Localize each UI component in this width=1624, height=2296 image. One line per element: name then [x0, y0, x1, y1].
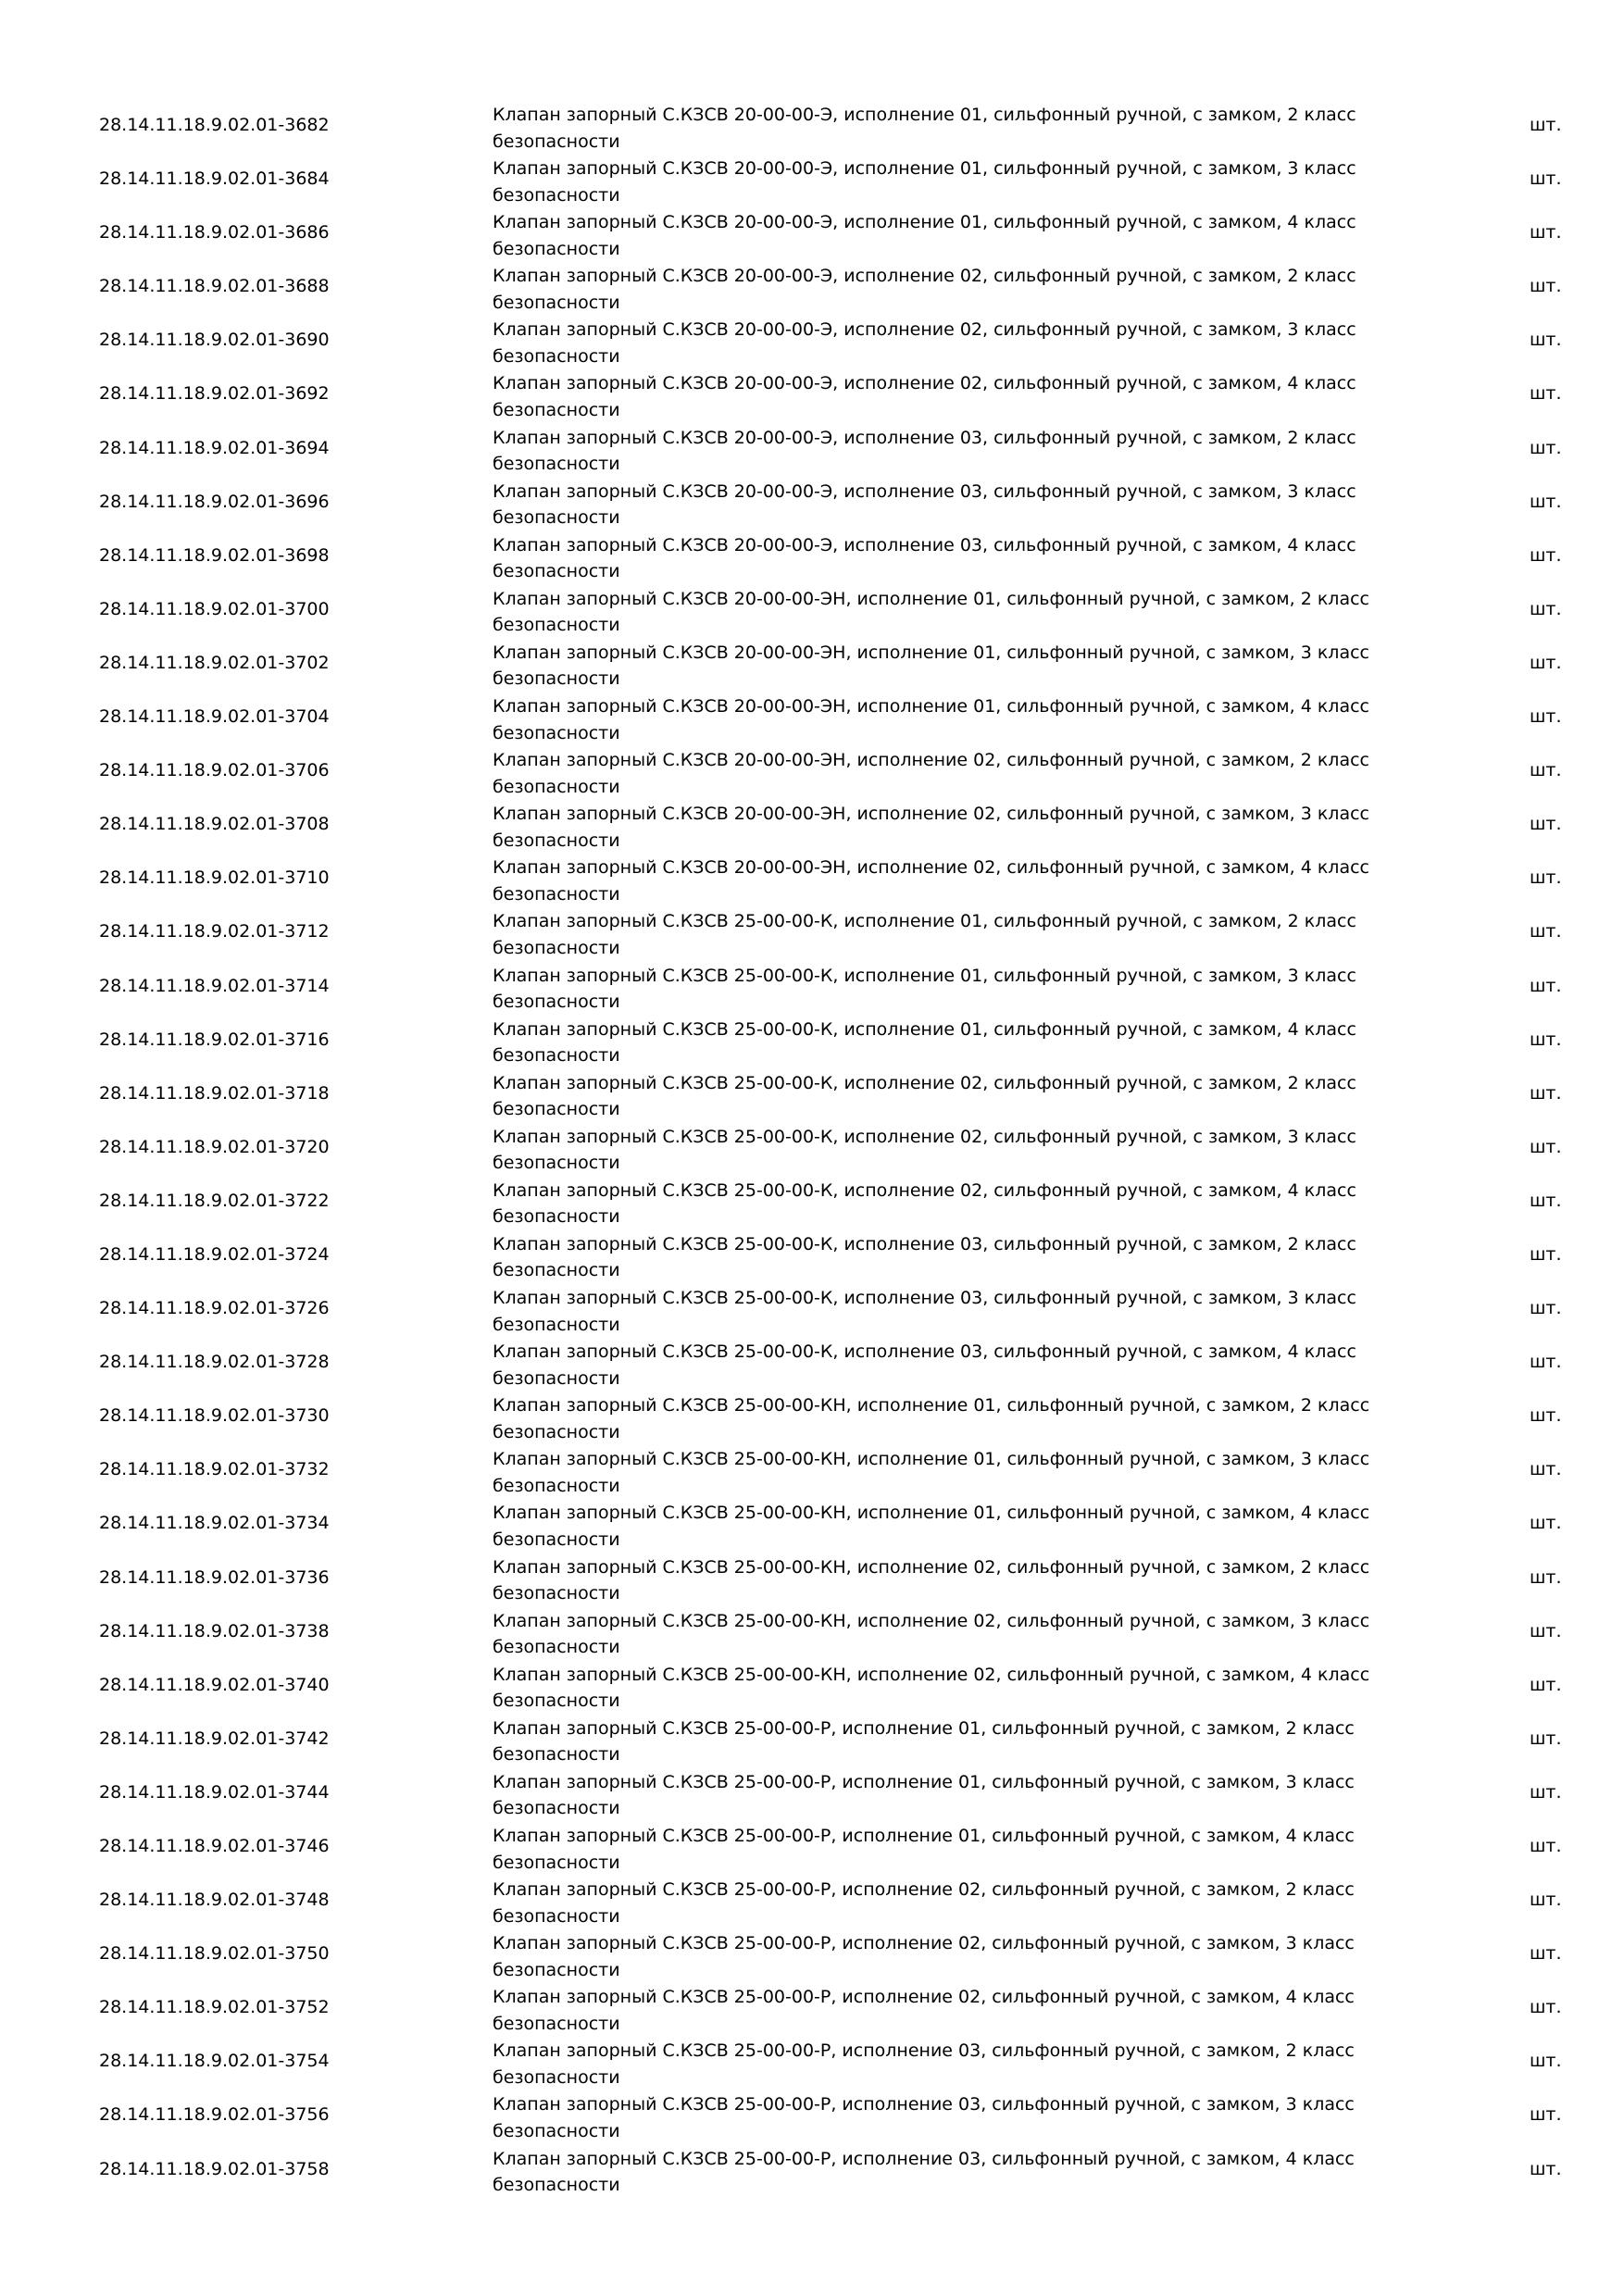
items-table [0, 98, 1624, 2196]
item-code: 28.14.11.18.9.02.01-3704 [99, 706, 330, 728]
item-description: Клапан запорный С.КЗСВ 25-00-00-КН, исполнение 02, сильфонный ручной, с замком, 3 класс безопасности [493, 1610, 1370, 1658]
table-row [0, 851, 1624, 905]
item-description: Клапан запорный С.КЗСВ 20-00-00-ЭН, исполнение 02, сильфонный ручной, с замком, 2 класс безопасности [493, 750, 1369, 797]
item-unit: шт. [1530, 544, 1562, 566]
item-code: 28.14.11.18.9.02.01-3726 [99, 1298, 330, 1319]
item-code: 28.14.11.18.9.02.01-3690 [99, 330, 330, 351]
table-row [0, 1442, 1624, 1496]
item-code: 28.14.11.18.9.02.01-3698 [99, 544, 330, 566]
item-unit: шт. [1530, 383, 1562, 405]
item-code: 28.14.11.18.9.02.01-3716 [99, 1029, 330, 1050]
item-unit: шт. [1530, 1029, 1562, 1050]
item-unit: шт. [1530, 706, 1562, 728]
table-row [0, 1335, 1624, 1389]
item-unit: шт. [1530, 867, 1562, 889]
table-row [0, 1819, 1624, 1873]
item-code: 28.14.11.18.9.02.01-3710 [99, 867, 330, 889]
item-unit: шт. [1530, 1405, 1562, 1427]
item-unit: шт. [1530, 1352, 1562, 1373]
item-description: Клапан запорный С.КЗСВ 25-00-00-Р, исполнение 01, сильфонный ручной, с замком, 3 класс безопасности [493, 1771, 1355, 1819]
item-description: Клапан запорный С.КЗСВ 25-00-00-Р, исполнение 02, сильфонный ручной, с замком, 3 класс безопасности [493, 1933, 1355, 1980]
item-unit: шт. [1530, 1136, 1562, 1157]
item-description: Клапан запорный С.КЗСВ 25-00-00-К, исполнение 03, сильфонный ручной, с замком, 4 класс безопасности [493, 1341, 1356, 1389]
table-row [0, 1766, 1624, 1819]
item-unit: шт. [1530, 1243, 1562, 1265]
table-row [0, 1120, 1624, 1174]
item-code: 28.14.11.18.9.02.01-3688 [99, 276, 330, 297]
item-code: 28.14.11.18.9.02.01-3720 [99, 1136, 330, 1157]
table-row [0, 421, 1624, 475]
item-unit: шт. [1530, 1674, 1562, 1695]
item-code: 28.14.11.18.9.02.01-3746 [99, 1836, 330, 1856]
item-unit: шт. [1530, 975, 1562, 996]
item-unit: шт. [1530, 598, 1562, 619]
item-code: 28.14.11.18.9.02.01-3724 [99, 1243, 330, 1265]
item-unit: шт. [1530, 1728, 1562, 1749]
item-description: Клапан запорный С.КЗСВ 20-00-00-Э, исполнение 01, сильфонный ручной, с замком, 4 класс безопасности [493, 212, 1356, 259]
item-description: Клапан запорный С.КЗСВ 20-00-00-Э, исполнение 02, сильфонный ручной, с замком, 2 класс безопасности [493, 266, 1356, 313]
item-unit: шт. [1530, 1890, 1562, 1911]
table-row [0, 152, 1624, 206]
item-code: 28.14.11.18.9.02.01-3744 [99, 1781, 330, 1803]
item-unit: шт. [1530, 1836, 1562, 1856]
item-description: Клапан запорный С.КЗСВ 20-00-00-ЭН, исполнение 02, сильфонный ручной, с замком, 4 класс безопасности [493, 857, 1369, 905]
table-row [0, 797, 1624, 851]
item-unit: шт. [1530, 1298, 1562, 1319]
item-description: Клапан запорный С.КЗСВ 25-00-00-КН, исполнение 01, сильфонный ручной, с замком, 3 класс безопасности [493, 1449, 1370, 1496]
item-code: 28.14.11.18.9.02.01-3700 [99, 598, 330, 619]
item-description: Клапан запорный С.КЗСВ 25-00-00-К, исполнение 02, сильфонный ручной, с замком, 2 класс безопасности [493, 1072, 1356, 1120]
item-unit: шт. [1530, 1190, 1562, 1211]
table-row [0, 313, 1624, 367]
table-row [0, 905, 1624, 958]
item-unit: шт. [1530, 1082, 1562, 1104]
item-description: Клапан запорный С.КЗСВ 25-00-00-К, исполнение 02, сильфонный ручной, с замком, 4 класс безопасности [493, 1179, 1356, 1228]
item-description: Клапан запорный С.КЗСВ 25-00-00-КН, исполнение 02, сильфонный ручной, с замком, 2 класс безопасности [493, 1556, 1370, 1604]
table-row [0, 367, 1624, 420]
table-row [0, 1980, 1624, 2034]
item-code: 28.14.11.18.9.02.01-3702 [99, 652, 330, 673]
table-row [0, 1551, 1624, 1604]
item-code: 28.14.11.18.9.02.01-3752 [99, 1997, 330, 2018]
item-unit: шт. [1530, 437, 1562, 458]
table-row [0, 2088, 1624, 2141]
table-row [0, 1067, 1624, 1120]
table-row [0, 1712, 1624, 1766]
table-row [0, 98, 1624, 152]
item-code: 28.14.11.18.9.02.01-3736 [99, 1566, 330, 1588]
item-description: Клапан запорный С.КЗСВ 20-00-00-Э, исполнение 03, сильфонный ручной, с замком, 2 класс безопасности [493, 427, 1356, 475]
table-row [0, 636, 1624, 690]
item-description: Клапан запорный С.КЗСВ 25-00-00-К, исполнение 01, сильфонный ручной, с замком, 4 класс безопасности [493, 1018, 1356, 1067]
item-code: 28.14.11.18.9.02.01-3732 [99, 1459, 330, 1480]
table-row [0, 690, 1624, 743]
item-description: Клапан запорный С.КЗСВ 25-00-00-Р, исполнение 03, сильфонный ручной, с замком, 2 класс безопасности [493, 2040, 1355, 2088]
item-description: Клапан запорный С.КЗСВ 20-00-00-ЭН, исполнение 01, сильфонный ручной, с замком, 2 класс безопасности [493, 588, 1369, 636]
item-unit: шт. [1530, 491, 1562, 512]
item-description: Клапан запорный С.КЗСВ 25-00-00-К, исполнение 01, сильфонный ручной, с замком, 2 класс безопасности [493, 911, 1356, 958]
item-description: Клапан запорный С.КЗСВ 25-00-00-К, исполнение 01, сильфонный ручной, с замком, 3 класс безопасности [493, 965, 1356, 1012]
item-code: 28.14.11.18.9.02.01-3706 [99, 760, 330, 781]
table-row [0, 475, 1624, 529]
item-unit: шт. [1530, 1566, 1562, 1588]
table-row [0, 1496, 1624, 1550]
table-row [0, 959, 1624, 1013]
item-unit: шт. [1530, 2104, 1562, 2126]
item-description: Клапан запорный С.КЗСВ 25-00-00-К, исполнение 03, сильфонный ручной, с замком, 2 класс безопасности [493, 1233, 1356, 1281]
item-code: 28.14.11.18.9.02.01-3728 [99, 1352, 330, 1373]
item-description: Клапан запорный С.КЗСВ 25-00-00-Р, исполнение 02, сильфонный ручной, с замком, 2 класс безопасности [493, 1879, 1355, 1927]
item-code: 28.14.11.18.9.02.01-3738 [99, 1620, 330, 1641]
item-description: Клапан запорный С.КЗСВ 20-00-00-Э, исполнение 02, сильфонный ручной, с замком, 4 класс безопасности [493, 373, 1356, 420]
item-unit: шт. [1530, 760, 1562, 781]
item-description: Клапан запорный С.КЗСВ 25-00-00-Р, исполнение 03, сильфонный ручной, с замком, 3 класс безопасности [493, 2094, 1355, 2141]
item-unit: шт. [1530, 222, 1562, 243]
item-unit: шт. [1530, 652, 1562, 673]
item-code: 28.14.11.18.9.02.01-3686 [99, 222, 330, 243]
item-description: Клапан запорный С.КЗСВ 25-00-00-Р, исполнение 01, сильфонный ручной, с замком, 4 класс безопасности [493, 1826, 1355, 1873]
item-description: Клапан запорный С.КЗСВ 25-00-00-Р, исполнение 02, сильфонный ручной, с замком, 4 класс безопасности [493, 1987, 1355, 2034]
table-row [0, 1873, 1624, 1927]
item-unit: шт. [1530, 330, 1562, 351]
item-unit: шт. [1530, 1620, 1562, 1641]
item-code: 28.14.11.18.9.02.01-3748 [99, 1890, 330, 1911]
item-code: 28.14.11.18.9.02.01-3684 [99, 168, 330, 190]
item-code: 28.14.11.18.9.02.01-3682 [99, 115, 330, 135]
item-description: Клапан запорный С.КЗСВ 25-00-00-КН, исполнение 02, сильфонный ручной, с замком, 4 класс безопасности [493, 1664, 1370, 1712]
item-code: 28.14.11.18.9.02.01-3754 [99, 2051, 330, 2072]
item-unit: шт. [1530, 921, 1562, 942]
table-row [0, 2034, 1624, 2088]
item-description: Клапан запорный С.КЗСВ 25-00-00-К, исполнение 03, сильфонный ручной, с замком, 3 класс безопасности [493, 1288, 1356, 1335]
item-unit: шт. [1530, 276, 1562, 297]
item-code: 28.14.11.18.9.02.01-3730 [99, 1405, 330, 1427]
item-description: Клапан запорный С.КЗСВ 20-00-00-ЭН, исполнение 01, сильфонный ручной, с замком, 4 класс безопасности [493, 696, 1369, 743]
item-code: 28.14.11.18.9.02.01-3712 [99, 921, 330, 942]
item-description: Клапан запорный С.КЗСВ 20-00-00-Э, исполнение 02, сильфонный ручной, с замком, 3 класс безопасности [493, 319, 1356, 367]
item-code: 28.14.11.18.9.02.01-3714 [99, 975, 330, 996]
item-description: Клапан запорный С.КЗСВ 20-00-00-Э, исполнение 03, сильфонный ручной, с замком, 4 класс безопасности [493, 534, 1356, 582]
item-unit: шт. [1530, 1943, 1562, 1965]
table-row [0, 206, 1624, 259]
item-code: 28.14.11.18.9.02.01-3718 [99, 1082, 330, 1104]
table-row [0, 1174, 1624, 1228]
item-code: 28.14.11.18.9.02.01-3734 [99, 1513, 330, 1534]
table-row [0, 1604, 1624, 1658]
table-row [0, 1658, 1624, 1712]
item-code: 28.14.11.18.9.02.01-3758 [99, 2158, 330, 2179]
item-unit: шт. [1530, 1781, 1562, 1803]
item-code: 28.14.11.18.9.02.01-3750 [99, 1943, 330, 1965]
item-description: Клапан запорный С.КЗСВ 20-00-00-Э, исполнение 01, сильфонный ручной, с замком, 2 класс безопасности [493, 105, 1356, 152]
table-row [0, 529, 1624, 582]
item-description: Клапан запорный С.КЗСВ 25-00-00-Р, исполнение 03, сильфонный ручной, с замком, 4 класс безопасности [493, 2148, 1355, 2196]
table-row [0, 1389, 1624, 1442]
table-row [0, 259, 1624, 313]
item-unit: шт. [1530, 2051, 1562, 2072]
table-row [0, 1927, 1624, 1980]
item-description: Клапан запорный С.КЗСВ 20-00-00-Э, исполнение 03, сильфонный ручной, с замком, 3 класс безопасности [493, 480, 1356, 529]
item-unit: шт. [1530, 1997, 1562, 2018]
item-description: Клапан запорный С.КЗСВ 20-00-00-Э, исполнение 01, сильфонный ручной, с замком, 3 класс безопасности [493, 158, 1356, 206]
item-description: Клапан запорный С.КЗСВ 20-00-00-ЭН, исполнение 02, сильфонный ручной, с замком, 3 класс безопасности [493, 804, 1369, 851]
table-row [0, 1013, 1624, 1067]
item-code: 28.14.11.18.9.02.01-3722 [99, 1190, 330, 1211]
item-description: Клапан запорный С.КЗСВ 25-00-00-К, исполнение 02, сильфонный ручной, с замком, 3 класс безопасности [493, 1126, 1356, 1174]
item-code: 28.14.11.18.9.02.01-3694 [99, 437, 330, 458]
item-code: 28.14.11.18.9.02.01-3708 [99, 814, 330, 835]
item-code: 28.14.11.18.9.02.01-3740 [99, 1674, 330, 1695]
item-description: Клапан запорный С.КЗСВ 25-00-00-КН, исполнение 01, сильфонный ручной, с замком, 2 класс безопасности [493, 1395, 1370, 1442]
item-description: Клапан запорный С.КЗСВ 20-00-00-ЭН, исполнение 01, сильфонный ручной, с замком, 3 класс безопасности [493, 642, 1369, 690]
table-row [0, 743, 1624, 797]
item-code: 28.14.11.18.9.02.01-3692 [99, 383, 330, 405]
item-code: 28.14.11.18.9.02.01-3742 [99, 1728, 330, 1749]
item-description: Клапан запорный С.КЗСВ 25-00-00-Р, исполнение 01, сильфонный ручной, с замком, 2 класс безопасности [493, 1717, 1355, 1766]
item-unit: шт. [1530, 814, 1562, 835]
item-unit: шт. [1530, 115, 1562, 135]
table-row [0, 582, 1624, 636]
table-row [0, 1281, 1624, 1335]
item-unit: шт. [1530, 1459, 1562, 1480]
item-unit: шт. [1530, 168, 1562, 190]
item-description: Клапан запорный С.КЗСВ 25-00-00-КН, исполнение 01, сильфонный ручной, с замком, 4 класс безопасности [493, 1503, 1370, 1550]
item-code: 28.14.11.18.9.02.01-3756 [99, 2104, 330, 2126]
item-unit: шт. [1530, 2158, 1562, 2179]
item-code: 28.14.11.18.9.02.01-3696 [99, 491, 330, 512]
table-row [0, 2142, 1624, 2196]
table-row [0, 1228, 1624, 1281]
item-unit: шт. [1530, 1513, 1562, 1534]
